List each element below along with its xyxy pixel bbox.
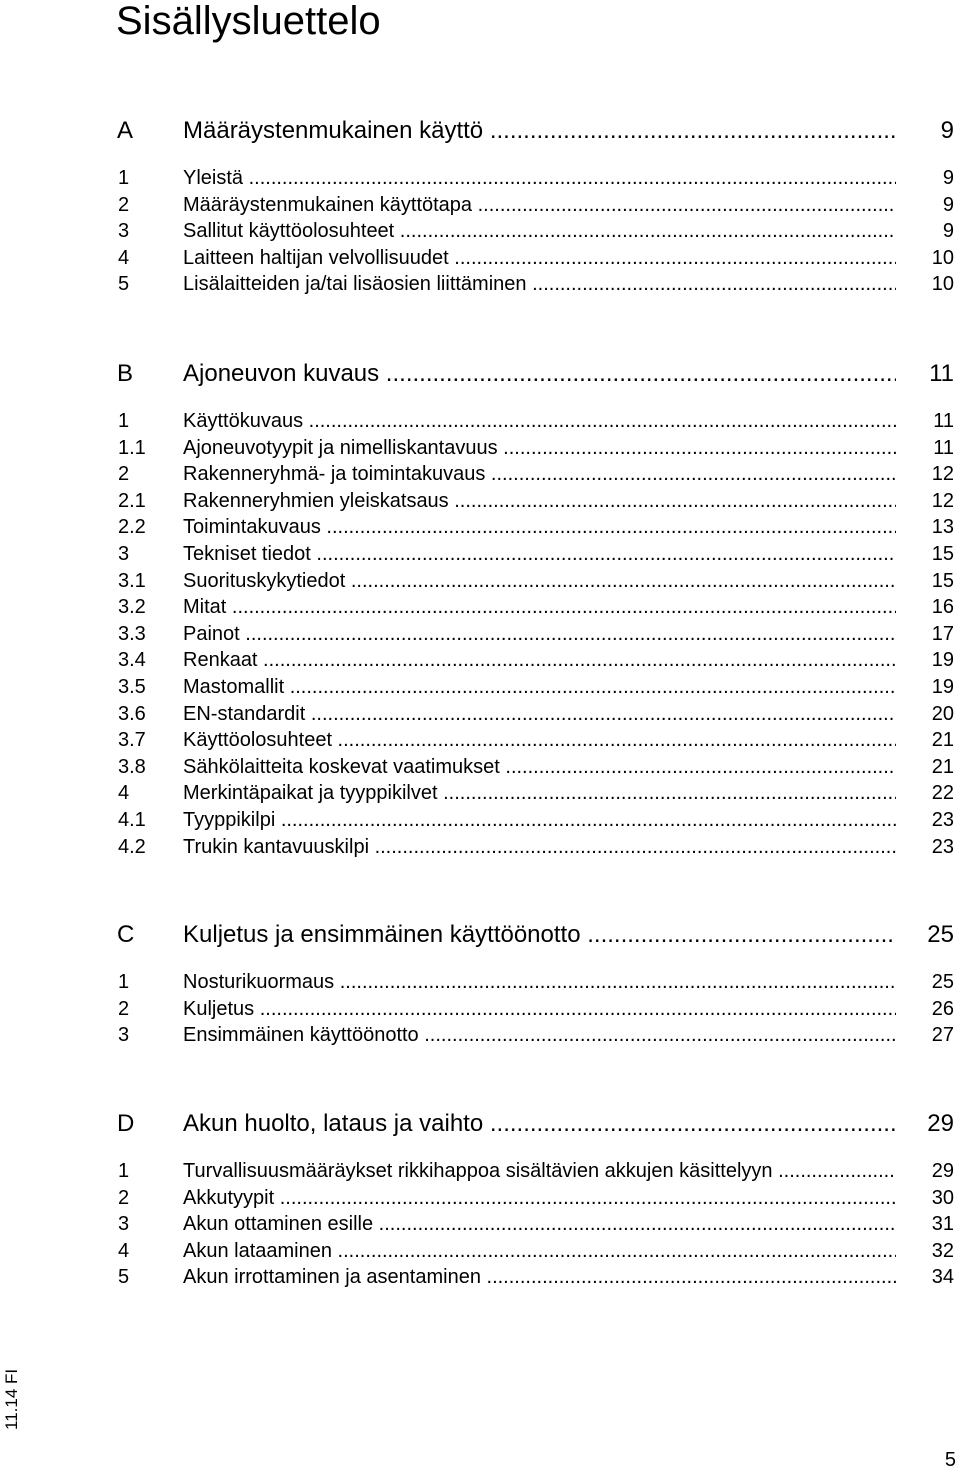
toc-entry[interactable] <box>0 245 960 272</box>
toc-entry-number: 4.2 <box>118 835 146 858</box>
toc-heading-title: Ajoneuvon kuvaus <box>183 360 380 387</box>
toc-heading-title: Määräystenmukainen käyttö <box>183 117 484 144</box>
toc-entry-page: 19 <box>931 649 954 672</box>
toc-entry-number: 3.1 <box>118 569 146 592</box>
toc-entry-title: Ensimmäinen käyttöönotto <box>183 1024 419 1047</box>
toc-entry[interactable] <box>0 408 960 435</box>
toc-entry-title: Akkutyypit <box>183 1186 275 1209</box>
toc-section-b <box>0 357 960 860</box>
toc-entry-title: Sallitut käyttöolosuhteet <box>183 220 395 243</box>
toc-heading-title: Akun huolto, lataus ja vaihto <box>183 1110 484 1137</box>
toc-entry-title: Turvallisuusmääräykset rikkihappoa sisältävien akkujen käsittelyyn <box>183 1160 773 1182</box>
toc-entry-page: 25 <box>931 971 954 993</box>
toc-heading-letter: B <box>117 360 134 387</box>
toc-entry-number: 1.1 <box>118 436 146 459</box>
toc-entry-page: 19 <box>931 675 954 698</box>
page-number: 5 <box>944 1449 956 1471</box>
toc-entry[interactable] <box>0 969 960 996</box>
toc-entry-title: Lisälaitteiden ja/tai lisäosien liittäminen <box>183 273 527 296</box>
toc-entry-title: Käyttöolosuhteet <box>183 729 332 752</box>
toc-entry-page: 17 <box>931 622 954 645</box>
toc-entry[interactable] <box>0 647 960 674</box>
toc-entry-number: 2 <box>118 193 130 216</box>
toc-entry-number: 5 <box>118 273 130 296</box>
toc-entry-title: Mastomallit <box>183 675 285 698</box>
toc-entry[interactable] <box>0 594 960 621</box>
toc-entry-page: 26 <box>931 997 954 1020</box>
toc-entry-number: 3 <box>118 1024 130 1047</box>
toc-entry[interactable] <box>0 1211 960 1238</box>
toc-entry-title: Sähkölaitteita koskevat vaatimukset <box>183 755 500 778</box>
toc-entry-page: 11 <box>933 436 954 459</box>
toc-entry-page: 23 <box>931 808 954 831</box>
toc-entry-number: 3.4 <box>118 649 146 672</box>
toc-heading-page: 29 <box>927 1110 954 1137</box>
toc-entry-page: 22 <box>931 782 954 805</box>
toc-entry-page: 10 <box>931 273 954 296</box>
toc-entry[interactable] <box>0 1264 960 1291</box>
toc-entry-number: 1 <box>118 410 130 432</box>
toc-entry[interactable] <box>0 488 960 515</box>
toc-entry[interactable] <box>0 435 960 462</box>
toc-entry-title: Akun irrottaminen ja asentaminen <box>183 1266 481 1289</box>
toc-entry-number: 2.2 <box>118 516 146 539</box>
toc-entry[interactable] <box>0 1158 960 1185</box>
toc-heading[interactable] <box>0 918 960 952</box>
toc-entry-page: 15 <box>931 542 954 565</box>
toc-heading-page: 9 <box>940 117 954 144</box>
toc-entry-page: 9 <box>942 167 954 189</box>
page-title: Sisällysluettelo <box>116 0 381 43</box>
toc-entry-number: 1 <box>118 971 130 993</box>
toc-entry[interactable] <box>0 192 960 219</box>
toc-entry-number: 4 <box>118 1239 130 1262</box>
toc-entry[interactable] <box>0 461 960 488</box>
toc-entry-page: 29 <box>931 1160 954 1182</box>
toc-entry-page: 11 <box>933 410 954 432</box>
toc-heading-page: 11 <box>929 360 954 387</box>
toc-section-d <box>0 1107 960 1291</box>
toc-entry[interactable] <box>0 1022 960 1049</box>
toc-entry-title: Rakenneryhmien yleiskatsaus <box>183 489 449 512</box>
toc-entry-number: 2 <box>118 463 130 486</box>
toc-entry[interactable] <box>0 1238 960 1265</box>
toc-entry-page: 32 <box>931 1239 954 1262</box>
toc-entry-number: 3.2 <box>118 596 146 619</box>
toc-entry-number: 3.6 <box>118 702 146 725</box>
toc-entry-number: 3.7 <box>118 729 146 752</box>
toc-entry-number: 4.1 <box>118 808 146 831</box>
toc-heading[interactable] <box>0 1107 960 1141</box>
toc-entry-title: Nosturikuormaus <box>183 971 335 993</box>
toc-entry-title: Toimintakuvaus <box>183 516 321 539</box>
toc-entry[interactable] <box>0 834 960 861</box>
toc-entry-title: Renkaat <box>183 649 258 672</box>
toc-entry-page: 23 <box>931 835 954 858</box>
toc-entry[interactable] <box>0 674 960 701</box>
toc-entry-number: 3 <box>118 542 130 565</box>
toc-heading[interactable] <box>0 357 960 391</box>
toc-entry[interactable] <box>0 1185 960 1212</box>
toc-section-a <box>0 114 960 298</box>
toc-entry-title: Rakenneryhmä- ja toimintakuvaus <box>183 463 486 486</box>
toc-section-c <box>0 918 960 1049</box>
toc-entry-page: 34 <box>931 1266 954 1289</box>
toc-heading-letter: C <box>117 921 135 948</box>
toc-entry-title: EN-standardit <box>183 702 306 725</box>
toc-entry-title: Akun lataaminen <box>183 1239 332 1262</box>
toc-entry-title: Tyyppikilpi <box>183 808 276 831</box>
toc-entry[interactable] <box>0 621 960 648</box>
toc-entry[interactable] <box>0 996 960 1023</box>
toc-heading[interactable] <box>0 114 960 148</box>
toc-entry-page: 21 <box>931 755 954 778</box>
toc-entry-title: Suorituskykytiedot <box>183 569 346 592</box>
toc-entry[interactable] <box>0 754 960 781</box>
toc-entry-number: 2 <box>118 997 130 1020</box>
toc-entry-page: 31 <box>931 1213 954 1236</box>
toc-entry-page: 13 <box>931 516 954 539</box>
toc-entry-title: Trukin kantavuuskilpi <box>183 835 370 858</box>
toc-entry-title: Ajoneuvotyypit ja nimelliskantavuus <box>183 436 498 459</box>
toc-entry-title: Mitat <box>183 596 227 619</box>
toc-entry-number: 2.1 <box>118 489 146 512</box>
toc-entry-title: Yleistä <box>183 167 244 189</box>
toc-entry-title: Merkintäpaikat ja tyyppikilvet <box>183 782 438 805</box>
toc-entry[interactable] <box>0 514 960 541</box>
toc-entry-number: 1 <box>118 167 130 189</box>
toc-entry-page: 9 <box>942 220 954 243</box>
toc-entry[interactable] <box>0 218 960 245</box>
toc-entry-page: 27 <box>931 1024 954 1047</box>
toc-entry[interactable] <box>0 807 960 834</box>
toc-heading-title: Kuljetus ja ensimmäinen käyttöönotto <box>183 921 581 948</box>
toc-entry[interactable] <box>0 780 960 807</box>
toc-entry-number: 5 <box>118 1266 130 1289</box>
toc-entry[interactable] <box>0 568 960 595</box>
toc-entry-number: 4 <box>118 782 130 805</box>
toc-entry-title: Määräystenmukainen käyttötapa <box>183 193 473 216</box>
toc-entry[interactable] <box>0 165 960 192</box>
toc-entry[interactable] <box>0 271 960 298</box>
toc-entry-page: 15 <box>931 569 954 592</box>
edition-label: 11.14 FI <box>2 1368 21 1430</box>
toc-entry[interactable] <box>0 541 960 568</box>
toc-entry[interactable] <box>0 727 960 754</box>
toc-entry-page: 9 <box>942 193 954 216</box>
toc-heading-letter: D <box>117 1110 135 1137</box>
toc-entry[interactable] <box>0 701 960 728</box>
toc-entry-title: Kuljetus <box>183 997 255 1020</box>
toc-entry-page: 21 <box>931 729 954 752</box>
toc-entry-number: 3.8 <box>118 755 146 778</box>
toc-entry-number: 4 <box>118 246 130 269</box>
toc-entry-number: 3.5 <box>118 675 146 698</box>
toc-entry-number: 1 <box>118 1160 130 1182</box>
toc-entry-page: 30 <box>931 1186 954 1209</box>
toc-entry-page: 10 <box>931 246 954 269</box>
toc-entry-page: 16 <box>931 596 954 619</box>
toc-entry-title: Laitteen haltijan velvollisuudet <box>183 246 449 269</box>
toc-entry-number: 3 <box>118 1213 130 1236</box>
toc-entry-number: 3.3 <box>118 622 146 645</box>
toc-entry-page: 20 <box>931 702 954 725</box>
toc-heading-letter: A <box>117 117 134 144</box>
toc-entry-title: Akun ottaminen esille <box>183 1213 374 1236</box>
toc-entry-title: Tekniset tiedot <box>183 542 311 565</box>
toc-entry-page: 12 <box>931 463 954 486</box>
toc-entry-title: Käyttökuvaus <box>183 410 304 432</box>
toc-entry-number: 2 <box>118 1186 130 1209</box>
toc-entry-title: Painot <box>183 622 240 645</box>
toc-entry-page: 12 <box>931 489 954 512</box>
toc-entry-number: 3 <box>118 220 130 243</box>
toc-heading-page: 25 <box>927 921 954 948</box>
